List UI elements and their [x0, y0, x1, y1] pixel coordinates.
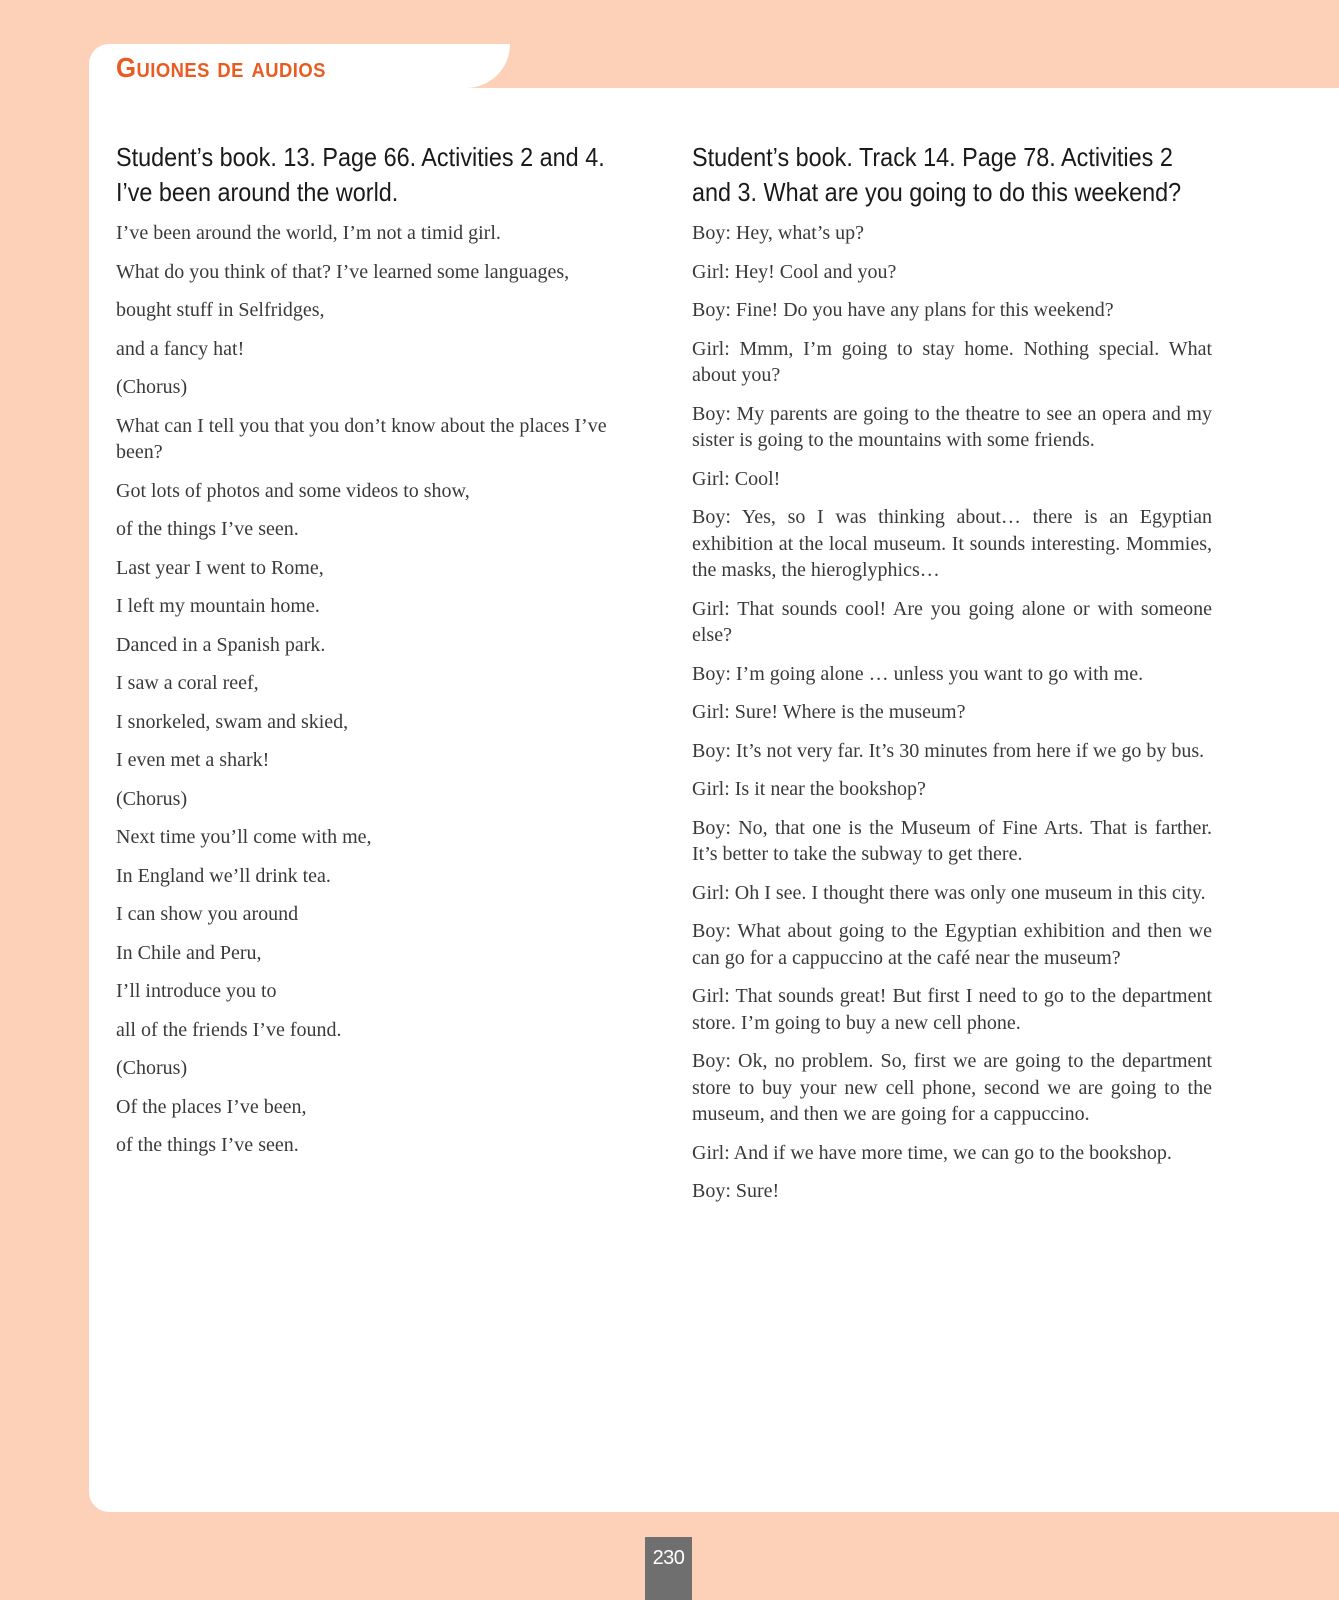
lyric-line: In England we’ll drink tea. — [116, 864, 331, 887]
lyric-line: bought stuff in Selfridges, — [116, 299, 325, 321]
lyric-line: Last year I went to Rome, — [116, 556, 324, 579]
dialogue-line: Girl: Is it near the bookshop? — [692, 778, 926, 800]
lyric-line: In Chile and Peru, — [116, 941, 262, 964]
dialogue — [692, 220, 1212, 1205]
left-column-heading: Student’s book. 13. Page 66. Activities 2 and 4. I’ve been around the world. — [116, 142, 605, 207]
dialogue-line: Girl: That sounds great! But first I need to go to the department store. I’m going to buy a new cell phone. — [692, 985, 1212, 1034]
right-column — [692, 140, 1212, 1217]
lyric-line: of the things I’ve seen. — [116, 518, 299, 540]
lyric-line: I snorkeled, swam and skied, — [116, 710, 349, 733]
lyric-line: I’ve been around the world, I’m not a timid girl. — [116, 222, 501, 244]
dialogue-line: Boy: Yes, so I was thinking about… there is an Egyptian exhibition at the local museum. It sounds interesting. Mommies, the masks, the hieroglyphics… — [692, 506, 1212, 581]
lyric-line: of the things I’ve seen. — [116, 1134, 299, 1156]
dialogue-line: Boy: Fine! Do you have any plans for this weekend? — [692, 299, 1114, 321]
dialogue-line: Girl: Sure! Where is the museum? — [692, 701, 966, 723]
dialogue-line: Girl: Mmm, I’m going to stay home. Nothing special. What about you? — [692, 337, 1212, 386]
dialogue-line: Boy: My parents are going to the theatre to see an opera and my sister is going to the mountains with some friends. — [692, 402, 1212, 451]
lyric-line: I’ll introduce you to — [116, 980, 277, 1002]
dialogue-line: Boy: Ok, no problem. So, first we are going to the department store to buy your new cell phone, second we are going to the museum, and then we are going for a cappuccino. — [692, 1050, 1212, 1125]
left-column — [116, 140, 646, 1171]
lyric-line: (Chorus) — [116, 1057, 188, 1079]
dialogue-line: Boy: Hey, what’s up? — [692, 222, 865, 244]
lyric-line: I even met a shark! — [116, 749, 270, 771]
page-number: 230 — [645, 1537, 692, 1600]
header-tab-strip — [420, 44, 1339, 88]
lyric-line: (Chorus) — [116, 376, 188, 398]
lyric-line: What do you think of that? I’ve learned some languages, — [116, 260, 570, 283]
dialogue-line: Boy: I’m going alone … unless you want to go with me. — [692, 662, 1144, 685]
lyric-line: I saw a coral reef, — [116, 672, 259, 694]
dialogue-line: Girl: Oh I see. I thought there was only one museum in this city. — [692, 881, 1206, 904]
lyric-line: I can show you around — [116, 903, 299, 925]
dialogue-line: Boy: It’s not very far. It’s 30 minutes from here if we go by bus. — [692, 739, 1205, 762]
right-column-heading: Student’s book. Track 14. Page 78. Activities 2 and 3. What are you going to do this weekend? — [692, 142, 1182, 207]
section-title: Guiones de audios — [116, 52, 326, 83]
lyric-line: (Chorus) — [116, 787, 188, 810]
song-lyrics — [116, 220, 646, 1159]
lyric-line: I left my mountain home. — [116, 595, 320, 617]
lyric-line: and a fancy hat! — [116, 337, 245, 360]
lyric-line: Of the places I’ve been, — [116, 1095, 307, 1118]
dialogue-line: Girl: And if we have more time, we can go to the bookshop. — [692, 1141, 1172, 1164]
dialogue-line: Boy: Sure! — [692, 1180, 780, 1202]
lyric-line: Danced in a Spanish park. — [116, 633, 326, 656]
lyric-line: What can I tell you that you don’t know about the places I’ve been? — [116, 414, 607, 463]
dialogue-line: Girl: Cool! — [692, 467, 781, 490]
dialogue-line: Boy: No, that one is the Museum of Fine Arts. That is farther. It’s better to take the subway to get there. — [692, 816, 1212, 865]
dialogue-line: Boy: What about going to the Egyptian exhibition and then we can go for a cappuccino at the café near the museum? — [692, 920, 1212, 969]
dialogue-line: Girl: That sounds cool! Are you going alone or with someone else? — [692, 597, 1212, 646]
lyric-line: Got lots of photos and some videos to show, — [116, 479, 470, 502]
lyric-line: Next time you’ll come with me, — [116, 826, 372, 848]
dialogue-line: Girl: Hey! Cool and you? — [692, 260, 897, 283]
lyric-line: all of the friends I’ve found. — [116, 1018, 342, 1041]
